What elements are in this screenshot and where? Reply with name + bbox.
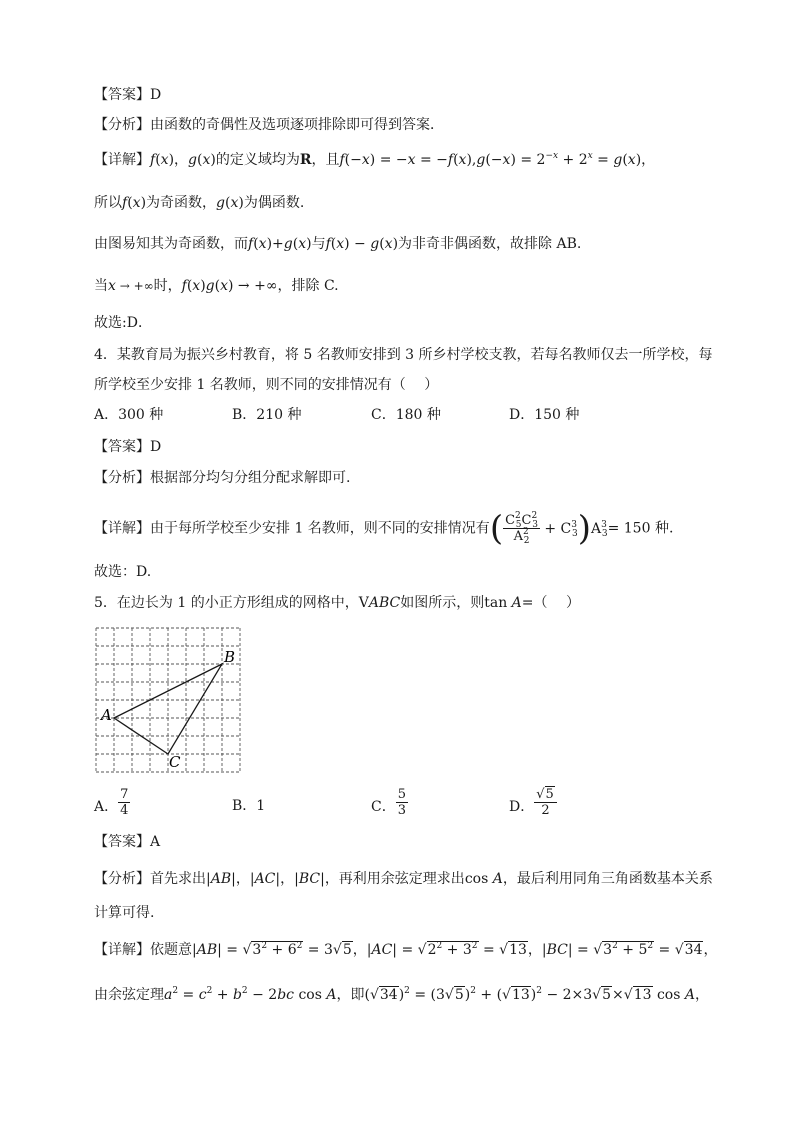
q3-analysis-line: [94, 115, 444, 135]
q4-option-c[interactable]: C．180 种: [371, 407, 441, 423]
q5-option-d[interactable]: D． $\frac{√5}{2}$: [509, 796, 557, 818]
vertex-label-c: C: [169, 753, 181, 771]
q5-answer-line: 【答案】A: [94, 834, 161, 850]
q3-answer-line: [94, 85, 161, 105]
q4-stem-line-2: 所学校至少安排 1 名教师，则不同的安排情况有（ ）: [94, 377, 439, 393]
q3-detail-line-3: 由图易知其为奇函数，而f(x)+g(x)与f(x) − g(x)为非奇非偶函数，故排除 AB.: [94, 236, 582, 252]
detail-tag: 【详解】: [94, 152, 150, 168]
q5-stem-line: 5．在边长为 1 的小正方形组成的网格中，VABC如图所示，则tan A=（ ）: [94, 595, 580, 611]
q3-detail-line-1: 【详解】f(x)，g(x)的定义域均为R，且$f(-x) = -x = -f(x),g(-x) = 2^{-x} + 2^x = g(x)$，: [94, 151, 656, 168]
q4-answer-line: 【答案】D: [94, 439, 162, 455]
q3-detail-line-2: 所以f(x)为奇函数，g(x)为偶函数.: [94, 195, 305, 211]
q5-option-c[interactable]: C． $\frac{5}{3}$: [371, 787, 406, 818]
q4-conclusion: 故选：D.: [94, 564, 152, 580]
q4-option-a[interactable]: A．300 种: [94, 407, 164, 423]
grid-lines: [96, 628, 240, 772]
q4-fraction: $\frac{C^2_5C^2_3}{A^2_2}$: [505, 511, 538, 546]
q5-analysis-line-1: 【分析】首先求出|AB|，|AC|，|BC|，再利用余弦定理求出cos A，最后利用同角三角函数基本关系: [94, 871, 713, 887]
q4-analysis-line: 【分析】根据部分均匀分组分配求解即可.: [94, 470, 351, 486]
triangle-grid-figure: [92, 624, 244, 778]
q5-option-a[interactable]: A． $\frac{7}{4}$: [94, 787, 129, 818]
q4-answer-value: D: [150, 439, 162, 455]
parity-formula: f: [339, 152, 345, 168]
q5-answer-value: A: [150, 834, 161, 850]
real-set-symbol: R: [299, 152, 312, 168]
answer-tag: 【答案】: [94, 87, 150, 103]
q5-analysis-line-2: 计算可得.: [94, 905, 155, 921]
q4-option-d[interactable]: D．150 种: [509, 407, 580, 423]
q5-detail-line-1: 【详解】依题意$|AB| = √3^2 + 6^2 = 3√5$，$|AC| = √2^2 + 3^2 = √13$，$|BC| = √3^2 + 5^2 = √34$，: [94, 941, 718, 958]
vertex-label-a: A: [101, 706, 112, 724]
q3-detail-text-1: 的定义域均为: [215, 152, 300, 168]
q3-answer-value: D: [150, 87, 162, 103]
formula-fx: f: [150, 152, 156, 168]
q3-detail-line-4: 当x → +∞时，f(x)g(x) → +∞，排除 C.: [94, 278, 339, 294]
q5-options: [94, 788, 694, 826]
q3-analysis-text: 由函数的奇偶性及选项逐项排除即可得到答案．: [150, 117, 444, 133]
vertex-label-b: B: [224, 648, 236, 666]
q4-stem-line-1: 4．某教育局为振兴乡村教育，将 5 名教师安排到 3 所乡村学校支教，若每名教师仅去一所学校，每: [94, 347, 713, 363]
q5-option-b[interactable]: B．1: [232, 798, 266, 814]
q4-detail-line: 【详解】由于每所学校至少安排 1 名教师，则不同的安排情况有( $\frac{C^2_5C^2_3}{A^2_2}$ + $C^3_3)A^3_3= 150$ 种.: [94, 508, 674, 549]
q4-option-b[interactable]: B．210 种: [232, 407, 302, 423]
q5-detail-line-2: 由余弦定理$a^2 = c^2 + b^2 - 2bc$ cos A，即$(√34)^2 = (3√5)^2 + (√13)^2 - 2\times 3√5\times√13$ cos A，: [94, 986, 709, 1003]
analysis-tag: 【分析】: [94, 117, 150, 133]
q3-conclusion: 故选:D．: [94, 315, 152, 331]
q4-options: [94, 405, 694, 425]
